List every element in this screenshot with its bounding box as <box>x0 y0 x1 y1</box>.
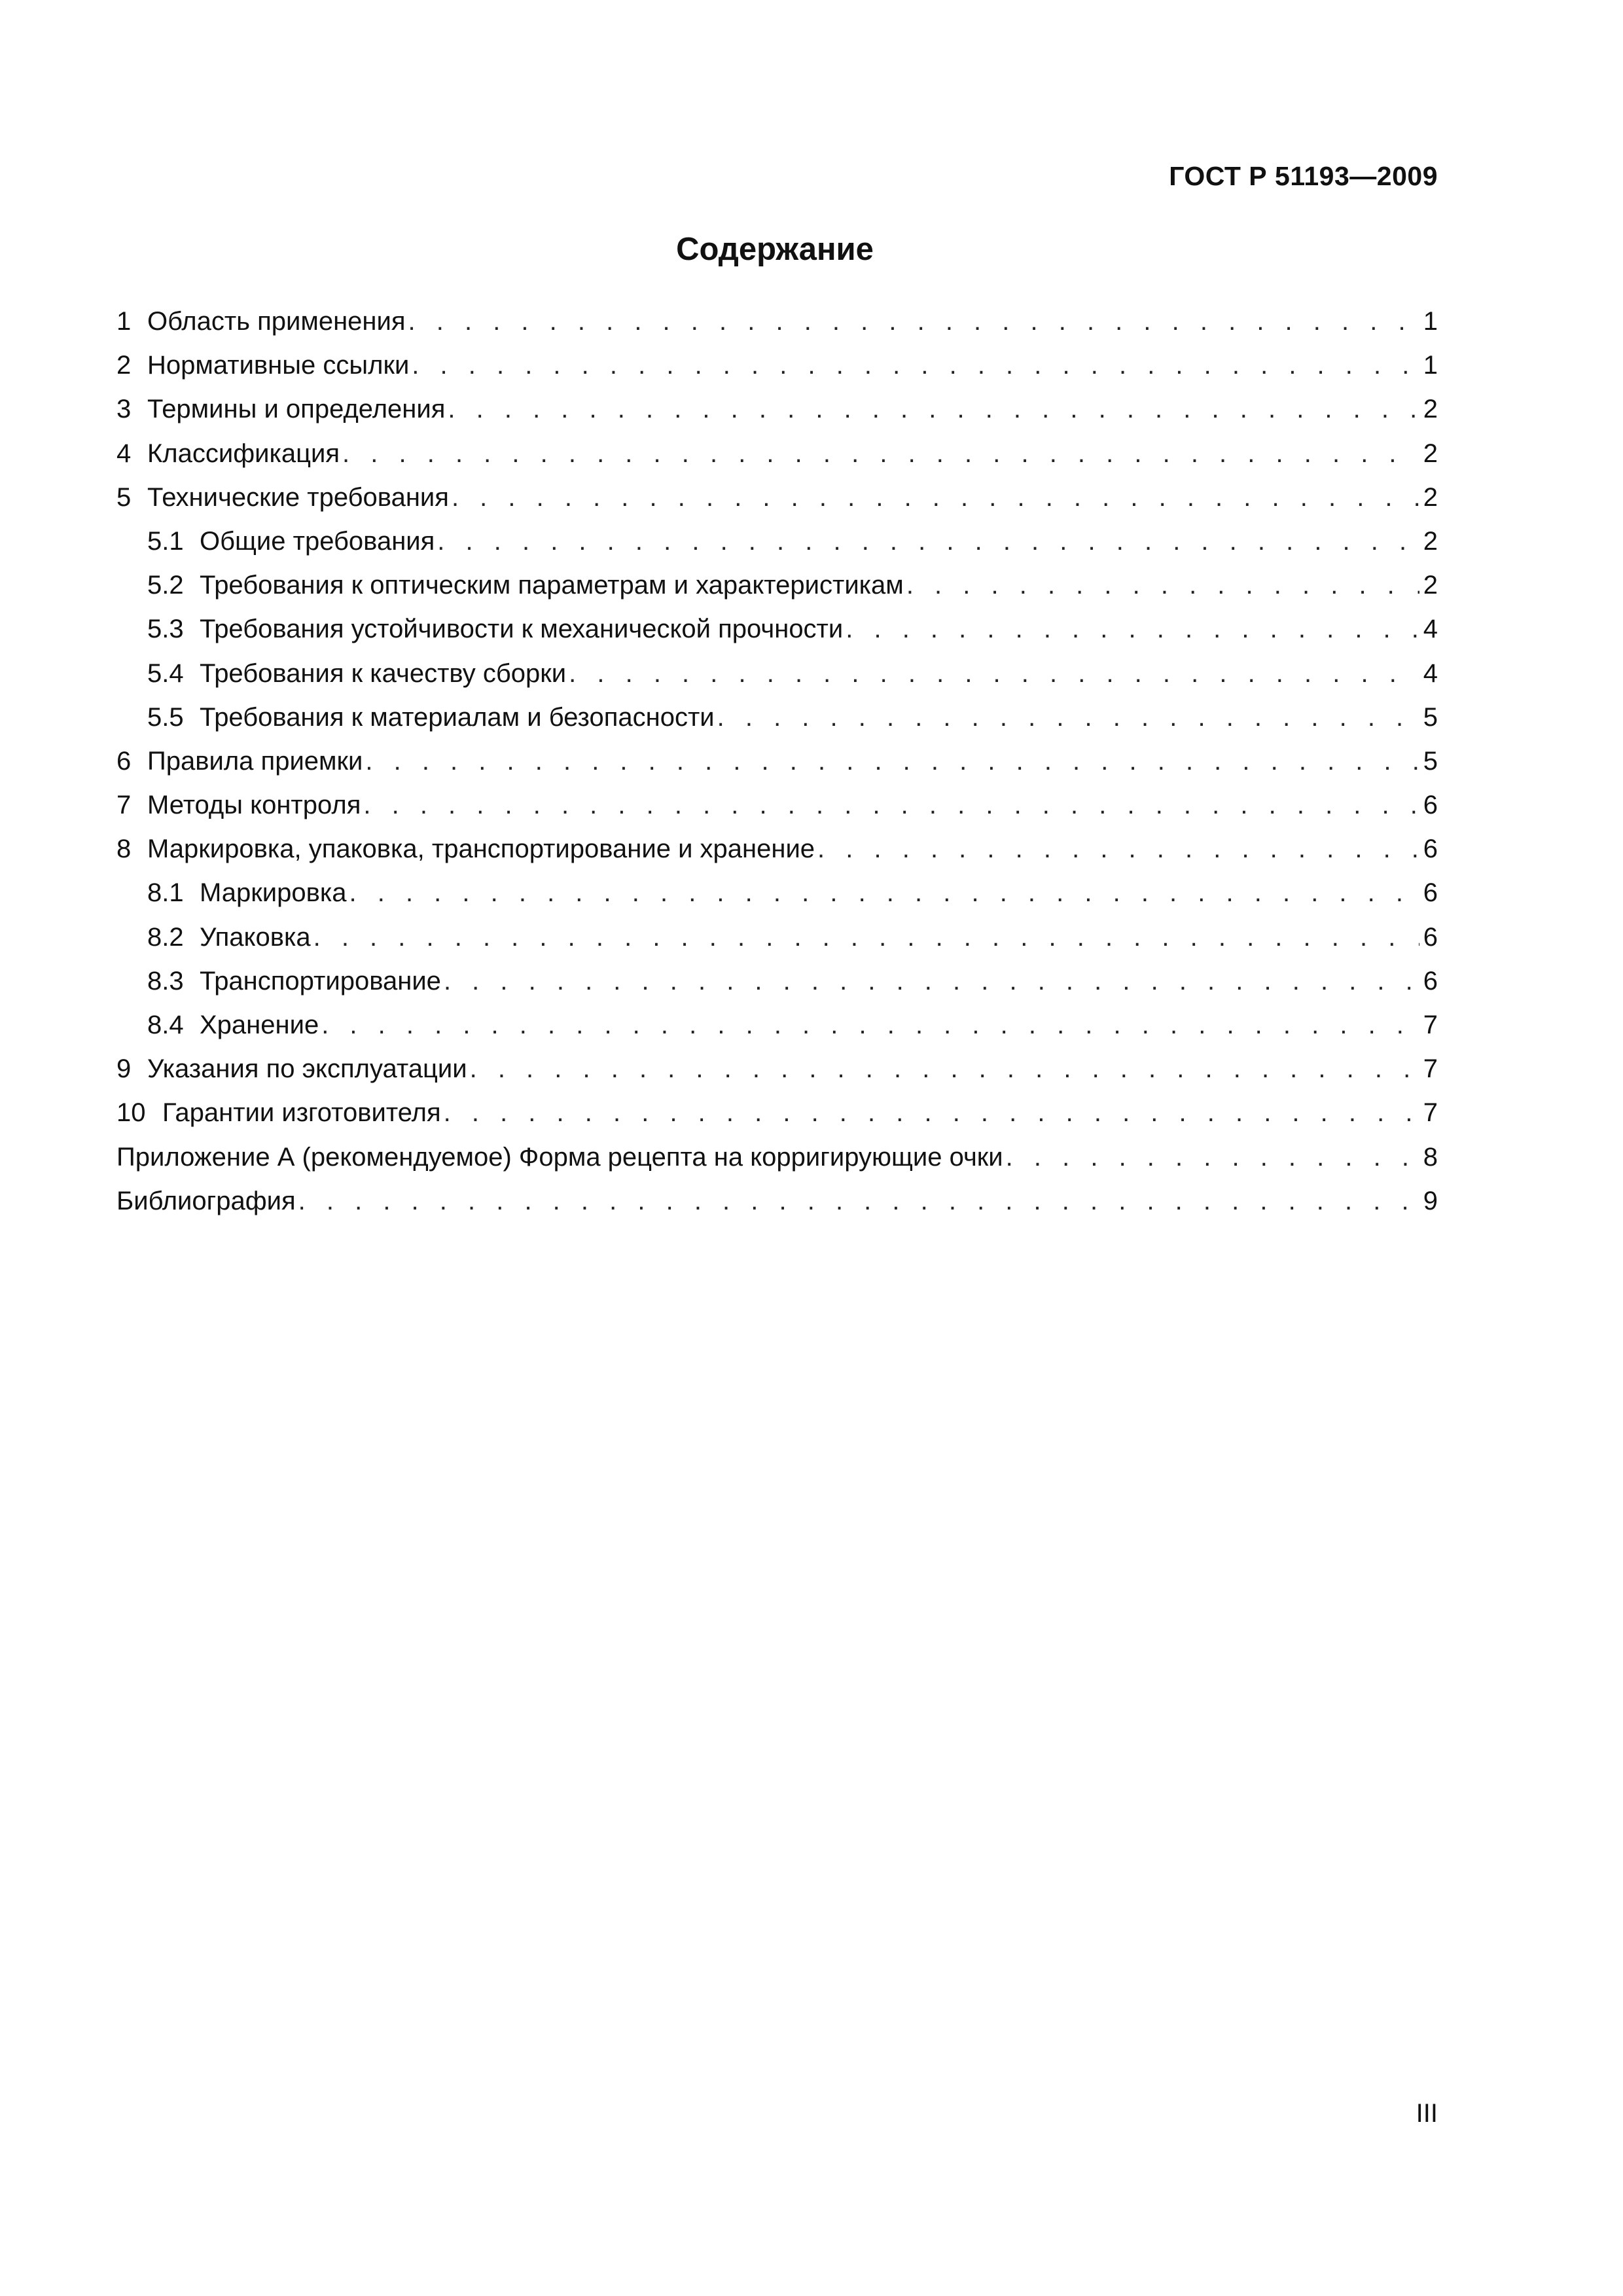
toc-entry-page: 4 <box>1423 615 1438 644</box>
toc-entry[interactable] <box>116 300 1438 344</box>
toc-entry[interactable] <box>116 1091 1438 1135</box>
toc-entry-number: 5.4 <box>147 658 184 688</box>
toc-entry-label: Указания по эксплуатации <box>147 1054 467 1084</box>
toc-entry-number: 5.2 <box>147 571 184 600</box>
toc-entry-number: 5.3 <box>147 615 184 644</box>
toc-entry-label: Транспортирование <box>200 966 441 996</box>
toc-entry-label: Требования к оптическим параметрам и характеристикам <box>200 571 904 600</box>
table-of-contents <box>116 300 1438 1223</box>
toc-entry-page: 6 <box>1423 791 1438 820</box>
toc-entry-label: Упаковка <box>200 922 311 952</box>
toc-title: Содержание <box>676 232 874 267</box>
dot-leader <box>452 476 1419 520</box>
toc-entry-page: 2 <box>1423 526 1438 556</box>
dot-leader <box>569 652 1419 696</box>
toc-entry-number: 1 <box>116 307 132 336</box>
toc-entry-page: 9 <box>1423 1186 1438 1215</box>
toc-entry-page: 1 <box>1423 351 1438 380</box>
dot-leader <box>470 1047 1419 1091</box>
toc-entry-number: 7 <box>116 791 132 820</box>
toc-entry-label: Требования к качеству сборки <box>200 658 567 688</box>
toc-entry-label: Маркировка <box>200 878 347 908</box>
toc-entry-page: 6 <box>1423 878 1438 908</box>
toc-bibliography-entry[interactable] <box>116 1179 1438 1223</box>
toc-entry-page: 5 <box>1423 746 1438 776</box>
dot-leader <box>437 520 1419 564</box>
toc-entry-page: 6 <box>1423 834 1438 864</box>
toc-entry-number: 8.4 <box>147 1011 184 1039</box>
toc-entry-label: Нормативные ссылки <box>147 351 410 380</box>
dot-leader <box>349 871 1419 915</box>
toc-entry-number: 5.5 <box>147 702 184 732</box>
toc-entry-label: Гарантии изготовителя <box>162 1098 441 1128</box>
toc-entry-page: 2 <box>1423 439 1438 468</box>
toc-subentry[interactable] <box>116 696 1438 740</box>
toc-entry[interactable] <box>116 740 1438 783</box>
toc-entry-number: 5.1 <box>147 526 184 556</box>
toc-entry-number: 2 <box>116 351 132 380</box>
toc-subentry[interactable] <box>116 607 1438 651</box>
toc-entry-number: 8.3 <box>147 966 184 996</box>
toc-entry-label: Термины и определения <box>147 395 446 424</box>
toc-entry-label: Общие требования <box>200 526 435 556</box>
dot-leader <box>846 607 1419 651</box>
toc-entry-label: Правила приемки <box>147 746 363 776</box>
toc-subentry[interactable] <box>116 916 1438 960</box>
toc-entry-label: Область применения <box>147 307 406 336</box>
toc-entry-number: 8.2 <box>147 922 184 952</box>
dot-leader <box>342 432 1419 476</box>
dot-leader <box>412 344 1419 387</box>
toc-entry[interactable] <box>116 827 1438 871</box>
toc-entry-label: Технические требования <box>147 482 449 512</box>
toc-subentry[interactable] <box>116 652 1438 696</box>
toc-entry-label: Библиография <box>116 1186 296 1215</box>
toc-entry-number: 10 <box>116 1098 146 1128</box>
toc-entry-number: 8 <box>116 834 132 864</box>
dot-leader <box>448 387 1419 431</box>
dot-leader <box>444 1091 1419 1135</box>
dot-leader <box>444 960 1419 1003</box>
toc-entry-label: Методы контроля <box>147 791 361 820</box>
toc-entry-number: 3 <box>116 395 132 424</box>
toc-entry-label: Требования к материалам и безопасности <box>200 702 715 732</box>
dot-leader <box>363 783 1419 827</box>
dot-leader <box>817 827 1419 871</box>
toc-entry-page: 7 <box>1423 1011 1438 1039</box>
toc-entry-page: 2 <box>1423 395 1438 424</box>
toc-entry[interactable] <box>116 344 1438 387</box>
toc-entry-number: 6 <box>116 746 132 776</box>
toc-entry-page: 1 <box>1423 307 1438 336</box>
page-number: III <box>1416 2099 1438 2128</box>
toc-entry-number: 9 <box>116 1054 132 1084</box>
toc-entry[interactable] <box>116 476 1438 520</box>
dot-leader <box>313 916 1419 960</box>
toc-entry-number: 8.1 <box>147 878 184 908</box>
toc-entry-page: 6 <box>1423 922 1438 952</box>
toc-entry-page: 5 <box>1423 702 1438 732</box>
toc-appendix-entry[interactable] <box>116 1136 1438 1179</box>
toc-entry-label: Маркировка, упаковка, транспортирование и хранение <box>147 834 815 864</box>
toc-entry[interactable] <box>116 1047 1438 1091</box>
dot-leader <box>717 696 1419 740</box>
dot-leader <box>321 1003 1419 1047</box>
dot-leader <box>408 300 1419 344</box>
toc-entry-label: Требования устойчивости к механической прочности <box>200 615 844 644</box>
toc-entry-number: 5 <box>116 482 132 512</box>
toc-subentry[interactable] <box>116 520 1438 564</box>
toc-entry-page: 4 <box>1423 658 1438 688</box>
toc-subentry[interactable] <box>116 960 1438 1003</box>
dot-leader <box>1006 1136 1419 1179</box>
toc-entry[interactable] <box>116 432 1438 476</box>
toc-subentry[interactable] <box>116 564 1438 607</box>
toc-subentry[interactable] <box>116 871 1438 915</box>
document-code: ГОСТ Р 51193—2009 <box>1169 161 1438 191</box>
toc-entry[interactable] <box>116 387 1438 431</box>
dot-leader <box>365 740 1419 783</box>
toc-entry-page: 7 <box>1423 1098 1438 1128</box>
toc-entry-page: 2 <box>1423 571 1438 600</box>
toc-entry-number: 4 <box>116 439 132 468</box>
toc-subentry[interactable] <box>116 1003 1438 1047</box>
toc-entry-label: Приложение А (рекомендуемое) Форма рецепта на корригирующие очки <box>116 1142 1003 1172</box>
toc-entry-page: 7 <box>1423 1054 1438 1084</box>
dot-leader <box>906 564 1419 607</box>
toc-entry-page: 8 <box>1423 1142 1438 1172</box>
toc-entry-page: 2 <box>1423 482 1438 512</box>
toc-entry-page: 6 <box>1423 966 1438 996</box>
toc-entry-label: Классификация <box>147 439 340 468</box>
toc-entry[interactable] <box>116 783 1438 827</box>
dot-leader <box>298 1179 1419 1223</box>
toc-entry-label: Хранение <box>200 1011 319 1039</box>
